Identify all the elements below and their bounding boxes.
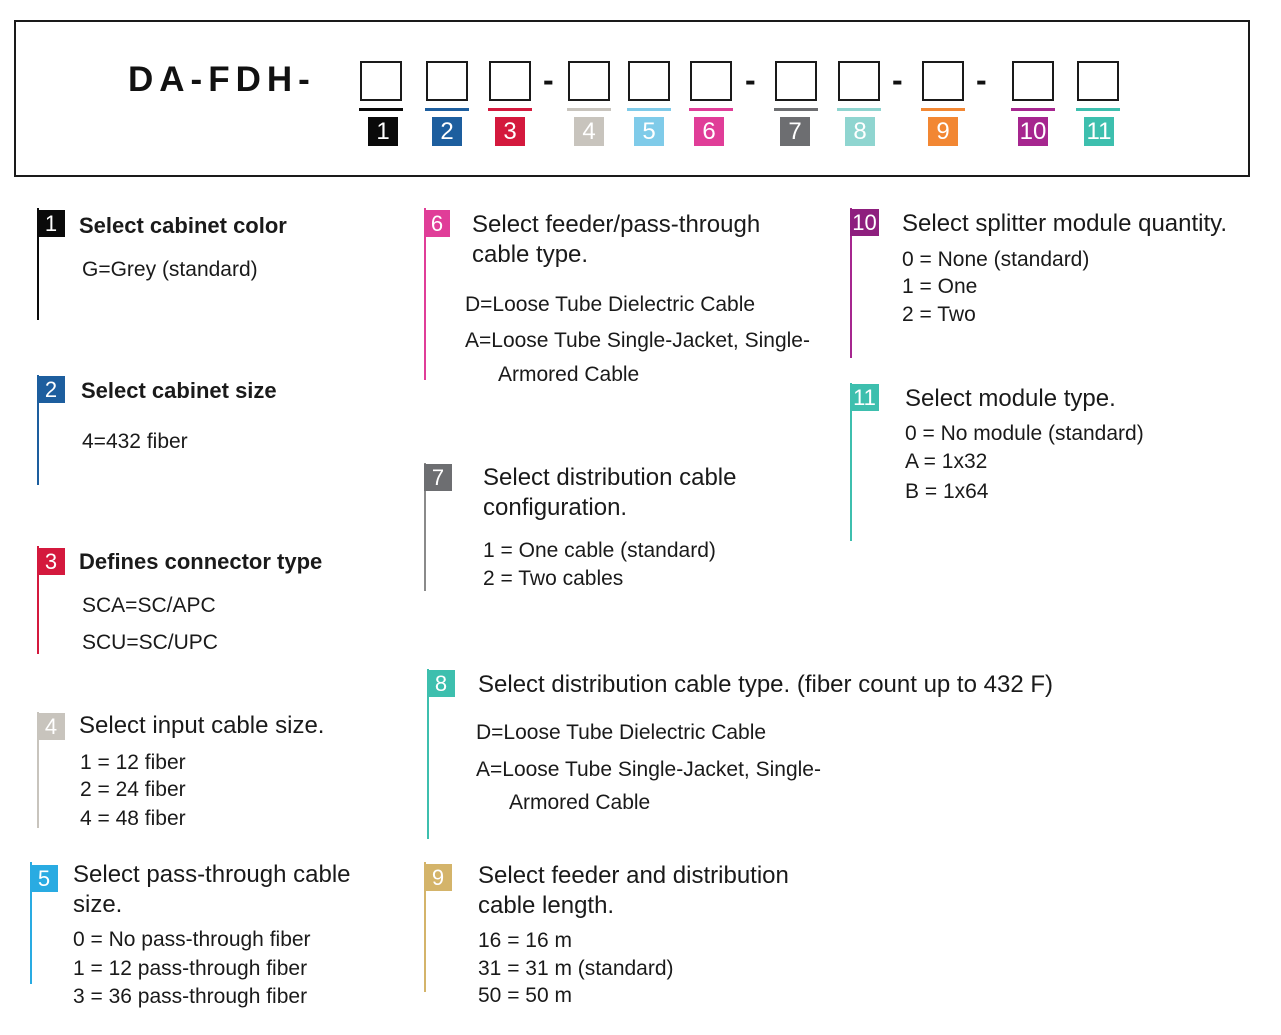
section-5-badge: 5 [30, 865, 58, 892]
section-5-title-line-1: Select pass-through cable [73, 861, 351, 888]
slot-11-underline [1076, 108, 1120, 111]
slot-11 [1077, 61, 1119, 101]
slot-3 [489, 61, 531, 101]
section-10-option: 1 = One [902, 275, 978, 298]
slot-number-7: 7 [780, 117, 810, 146]
dash-separator: - [745, 62, 756, 98]
section-11-option: A = 1x32 [905, 450, 988, 473]
section-7-option: 1 = One cable (standard) [483, 539, 716, 562]
section-9-title-line-1: Select feeder and distribution [478, 862, 789, 889]
section-6-option: Armored Cable [498, 363, 640, 386]
slot-10-underline [1011, 108, 1055, 111]
slot-number-1: 1 [368, 117, 398, 146]
section-7-option: 2 = Two cables [483, 567, 624, 590]
section-10-option: 0 = None (standard) [902, 248, 1090, 271]
section-2-badge: 2 [37, 376, 65, 403]
section-10-badge: 10 [850, 209, 879, 236]
section-6-title-line-2: cable type. [472, 241, 589, 268]
section-9-option: 16 = 16 m [478, 929, 572, 952]
section-9-title-line-2: cable length. [478, 892, 615, 919]
section-2-title: Select cabinet size [81, 378, 277, 403]
section-4-option: 1 = 12 fiber [80, 751, 186, 774]
slot-number-5: 5 [634, 117, 664, 146]
section-1-badge: 1 [37, 210, 65, 237]
dash-separator: - [976, 62, 987, 98]
slot-number-9: 9 [928, 117, 958, 146]
slot-7-underline [774, 108, 818, 111]
section-8-option: A=Loose Tube Single-Jacket, Single- [476, 758, 821, 781]
section-11-option: B = 1x64 [905, 480, 989, 503]
slot-number-6: 6 [694, 117, 724, 146]
slot-8 [838, 61, 880, 101]
slot-6-underline [689, 108, 733, 111]
section-3-option: SCA=SC/APC [82, 594, 216, 617]
slot-number-3: 3 [495, 117, 525, 146]
slot-2 [426, 61, 468, 101]
section-7-badge: 7 [424, 464, 452, 491]
section-10-option: 2 = Two [902, 303, 976, 326]
slot-number-2: 2 [432, 117, 462, 146]
slot-9 [922, 61, 964, 101]
section-8-option: D=Loose Tube Dielectric Cable [476, 721, 767, 744]
dash-separator: - [892, 62, 903, 98]
section-3-option: SCU=SC/UPC [82, 631, 218, 654]
section-11-option: 0 = No module (standard) [905, 422, 1144, 445]
section-9-option: 31 = 31 m (standard) [478, 957, 674, 980]
slot-5 [628, 61, 670, 101]
section-8-badge: 8 [427, 670, 455, 697]
section-5-option: 0 = No pass-through fiber [73, 928, 311, 951]
slot-9-underline [921, 108, 965, 111]
slot-number-4: 4 [574, 117, 604, 146]
section-5-title-line-2: size. [73, 891, 123, 918]
slot-5-underline [627, 108, 671, 111]
slot-number-11: 11 [1084, 117, 1114, 146]
slot-8-underline [837, 108, 881, 111]
section-10-title: Select splitter module quantity. [902, 210, 1228, 237]
slot-4-underline [567, 108, 611, 111]
section-6-title-line-1: Select feeder/pass-through [472, 211, 761, 238]
slot-1-underline [359, 108, 403, 111]
section-4-badge: 4 [37, 713, 65, 740]
slot-6 [690, 61, 732, 101]
section-6-option: D=Loose Tube Dielectric Cable [465, 293, 756, 316]
section-3-title: Defines connector type [79, 549, 323, 574]
slot-7 [775, 61, 817, 101]
section-4-option: 4 = 48 fiber [80, 807, 186, 830]
slot-10 [1012, 61, 1054, 101]
section-4-option: 2 = 24 fiber [80, 778, 186, 801]
section-5-option: 3 = 36 pass-through fiber [73, 985, 308, 1008]
slot-2-underline [425, 108, 469, 111]
section-5-option: 1 = 12 pass-through fiber [73, 957, 308, 980]
section-7-title-line-1: Select distribution cable [483, 464, 737, 491]
section-9-badge: 9 [424, 864, 452, 891]
slot-1 [360, 61, 402, 101]
slot-number-10: 10 [1019, 118, 1047, 145]
section-6-option: A=Loose Tube Single-Jacket, Single- [465, 329, 810, 352]
section-4-title: Select input cable size. [79, 712, 325, 739]
section-3-badge: 3 [37, 548, 65, 575]
section-2-option: 4=432 fiber [82, 430, 188, 453]
section-8-option: Armored Cable [509, 791, 651, 814]
section-1-option: G=Grey (standard) [82, 258, 258, 281]
dash-separator: - [543, 62, 554, 98]
slot-number-8: 8 [845, 117, 875, 146]
section-8-title: Select distribution cable type. (fiber count up to 432 F) [478, 671, 1053, 698]
slot-3-underline [488, 108, 532, 111]
slot-4 [568, 61, 610, 101]
section-11-title: Select module type. [905, 385, 1116, 412]
section-9-option: 50 = 50 m [478, 984, 572, 1007]
section-1-title: Select cabinet color [79, 213, 287, 238]
section-6-badge: 6 [424, 210, 450, 237]
section-7-title-line-2: configuration. [483, 494, 628, 521]
model-prefix: DA-FDH- [128, 60, 316, 99]
section-11-badge: 11 [850, 384, 879, 411]
